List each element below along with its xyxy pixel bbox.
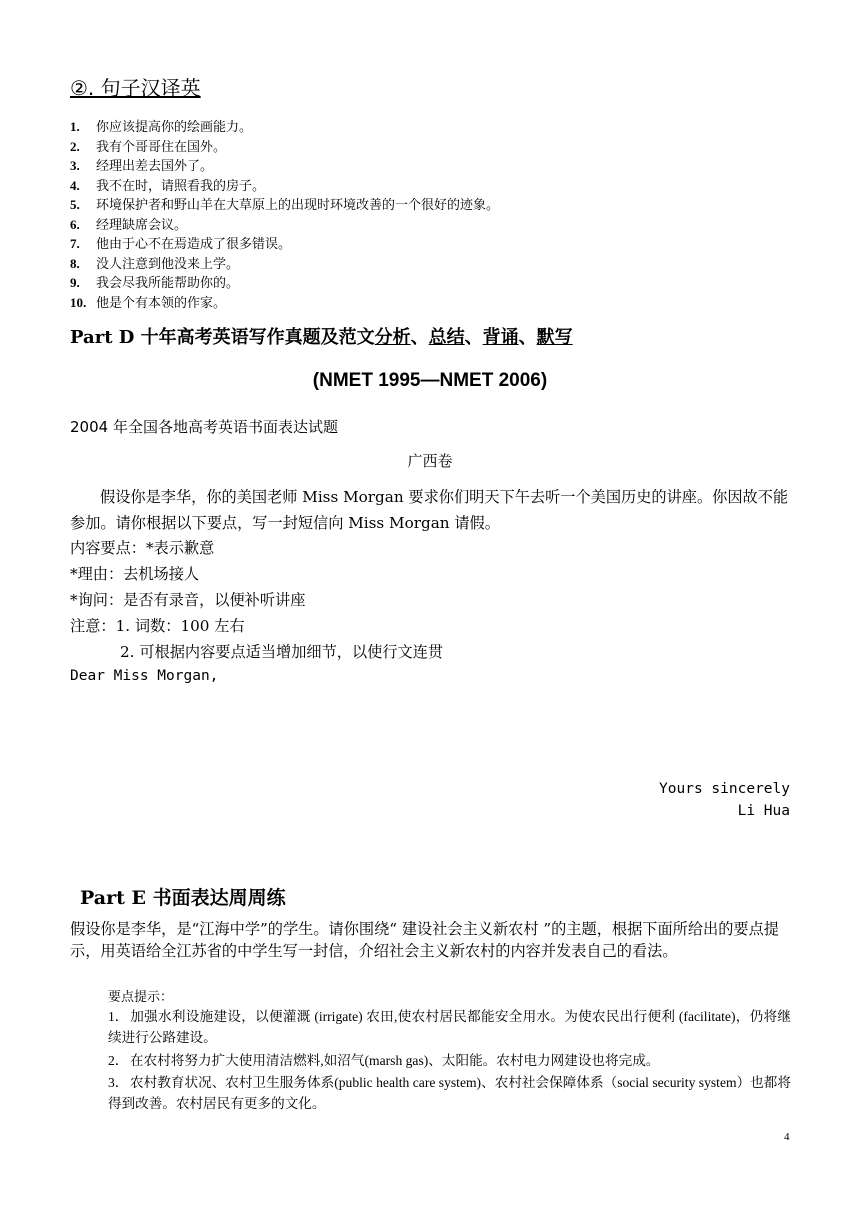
region-title: 广西卷 (407, 452, 453, 470)
hint-number: 2． (108, 1053, 129, 1068)
list-item (70, 137, 499, 157)
section-title: ②. 句子汉译英 (70, 76, 201, 100)
hint-item (108, 1050, 791, 1071)
list-item (70, 215, 499, 235)
item-text: 他由于心不在焉造成了很多错误。 (96, 237, 292, 252)
item-number: 7. (70, 236, 80, 251)
item-text: 你应该提高你的绘画能力。 (96, 120, 253, 135)
part-d-separator: 、 (518, 327, 537, 348)
item-text: 他是个有本领的作家。 (96, 295, 227, 311)
point-ask: *询问：是否有录音，以便补听讲座 (70, 591, 306, 609)
list-item (70, 234, 499, 254)
part-d-word-analyze: 分析 (374, 327, 411, 348)
item-text: 我不在时，请照看我的房子。 (96, 178, 266, 194)
item-text: 经理缺席会议。 (96, 217, 188, 233)
list-item (70, 156, 499, 176)
item-number: 5. (70, 197, 80, 212)
part-d-word-dictate: 默写 (536, 327, 573, 348)
item-number: 6. (70, 216, 80, 232)
hints-title: 要点提示： (108, 990, 174, 1005)
list-item (70, 195, 499, 215)
hint-item (108, 1006, 791, 1048)
item-number: 4. (70, 177, 80, 193)
item-text: 经理出差去国外了。 (96, 159, 214, 174)
exam-title: 2004 年全国各地高考英语书面表达试题 (70, 418, 338, 436)
item-text: 环境保护者和野山羊在大草原上的出现时环境改善的一个很好的迹象。 (96, 198, 500, 213)
part-e-heading: Part E 书面表达周周练 (80, 887, 286, 909)
task-paragraph: 假设你是李华，你的美国老师 Miss Morgan 要求你们明天下午去听一个美国历史的讲座。你因故不能参加。请你根据以下要点，写一封短信向 Miss Morgan 请假。 (70, 488, 789, 532)
item-text: 没人注意到他没来上学。 (96, 256, 240, 272)
part-d-heading (70, 323, 573, 349)
part-d-prefix: Part D 十年高考英语写作真题及范文 (70, 327, 375, 348)
letter-closing: Yours sincerely (659, 781, 790, 797)
hint-text: 农村教育状况、农村卫生服务体系(public health care system)、农村社会保障体系（social security system）也都将得到改善。农村居民有更多的文化。 (108, 1075, 791, 1111)
item-number: 9. (70, 275, 80, 290)
letter-salutation: Dear Miss Morgan, (70, 668, 219, 684)
item-number: 2. (70, 138, 80, 154)
part-e-paragraph: 假设你是李华，是“江海中学”的学生。请你围绕“ 建设社会主义新农村 ”的主题，根据下面所给出的要点提示，用英语给全江苏省的中学生写一封信，介绍社会主义新农村的内容并发表自己的看法。 (70, 920, 779, 960)
part-d-subtitle: (NMET 1995—NMET 2006) (312, 370, 548, 391)
list-item (70, 176, 499, 196)
hint-text: 加强水利设施建设，以便灌溉 (irrigate) 农田,使农村居民都能安全用水。为使农民出行便利 (facilitate)，仍将继续进行公路建设。 (108, 1009, 791, 1045)
list-item (70, 273, 499, 293)
item-number: 3. (70, 158, 80, 173)
part-d-word-recite: 背诵 (482, 327, 519, 348)
note-details: 2. 可根据内容要点适当增加细节，以使行文连贯 (120, 643, 444, 661)
item-number: 1. (70, 119, 80, 134)
item-number: 10. (70, 294, 87, 310)
list-item (70, 117, 499, 137)
points-intro: 内容要点：*表示歉意 (70, 539, 215, 557)
hint-item (108, 1072, 791, 1114)
point-reason: *理由：去机场接人 (70, 565, 200, 583)
list-item (70, 254, 499, 274)
sentence-list (70, 117, 499, 312)
list-item (70, 293, 499, 313)
hint-number: 3． (108, 1075, 129, 1090)
item-text: 我会尽我所能帮助你的。 (96, 276, 240, 291)
part-d-separator: 、 (464, 327, 483, 348)
letter-signature: Li Hua (737, 803, 790, 819)
hint-number: 1． (108, 1009, 129, 1024)
note-word-count: 注意：1. 词数：100 左右 (70, 617, 245, 635)
item-number: 8. (70, 255, 80, 271)
page-number: 4 (784, 1131, 790, 1143)
item-text: 我有个哥哥住在国外。 (96, 139, 227, 155)
part-d-separator: 、 (410, 327, 429, 348)
hint-text: 在农村将努力扩大使用清洁燃料,如沼气(marsh gas)、太阳能。农村电力网建设也将完成。 (130, 1053, 660, 1068)
part-d-word-summarize: 总结 (428, 327, 465, 348)
